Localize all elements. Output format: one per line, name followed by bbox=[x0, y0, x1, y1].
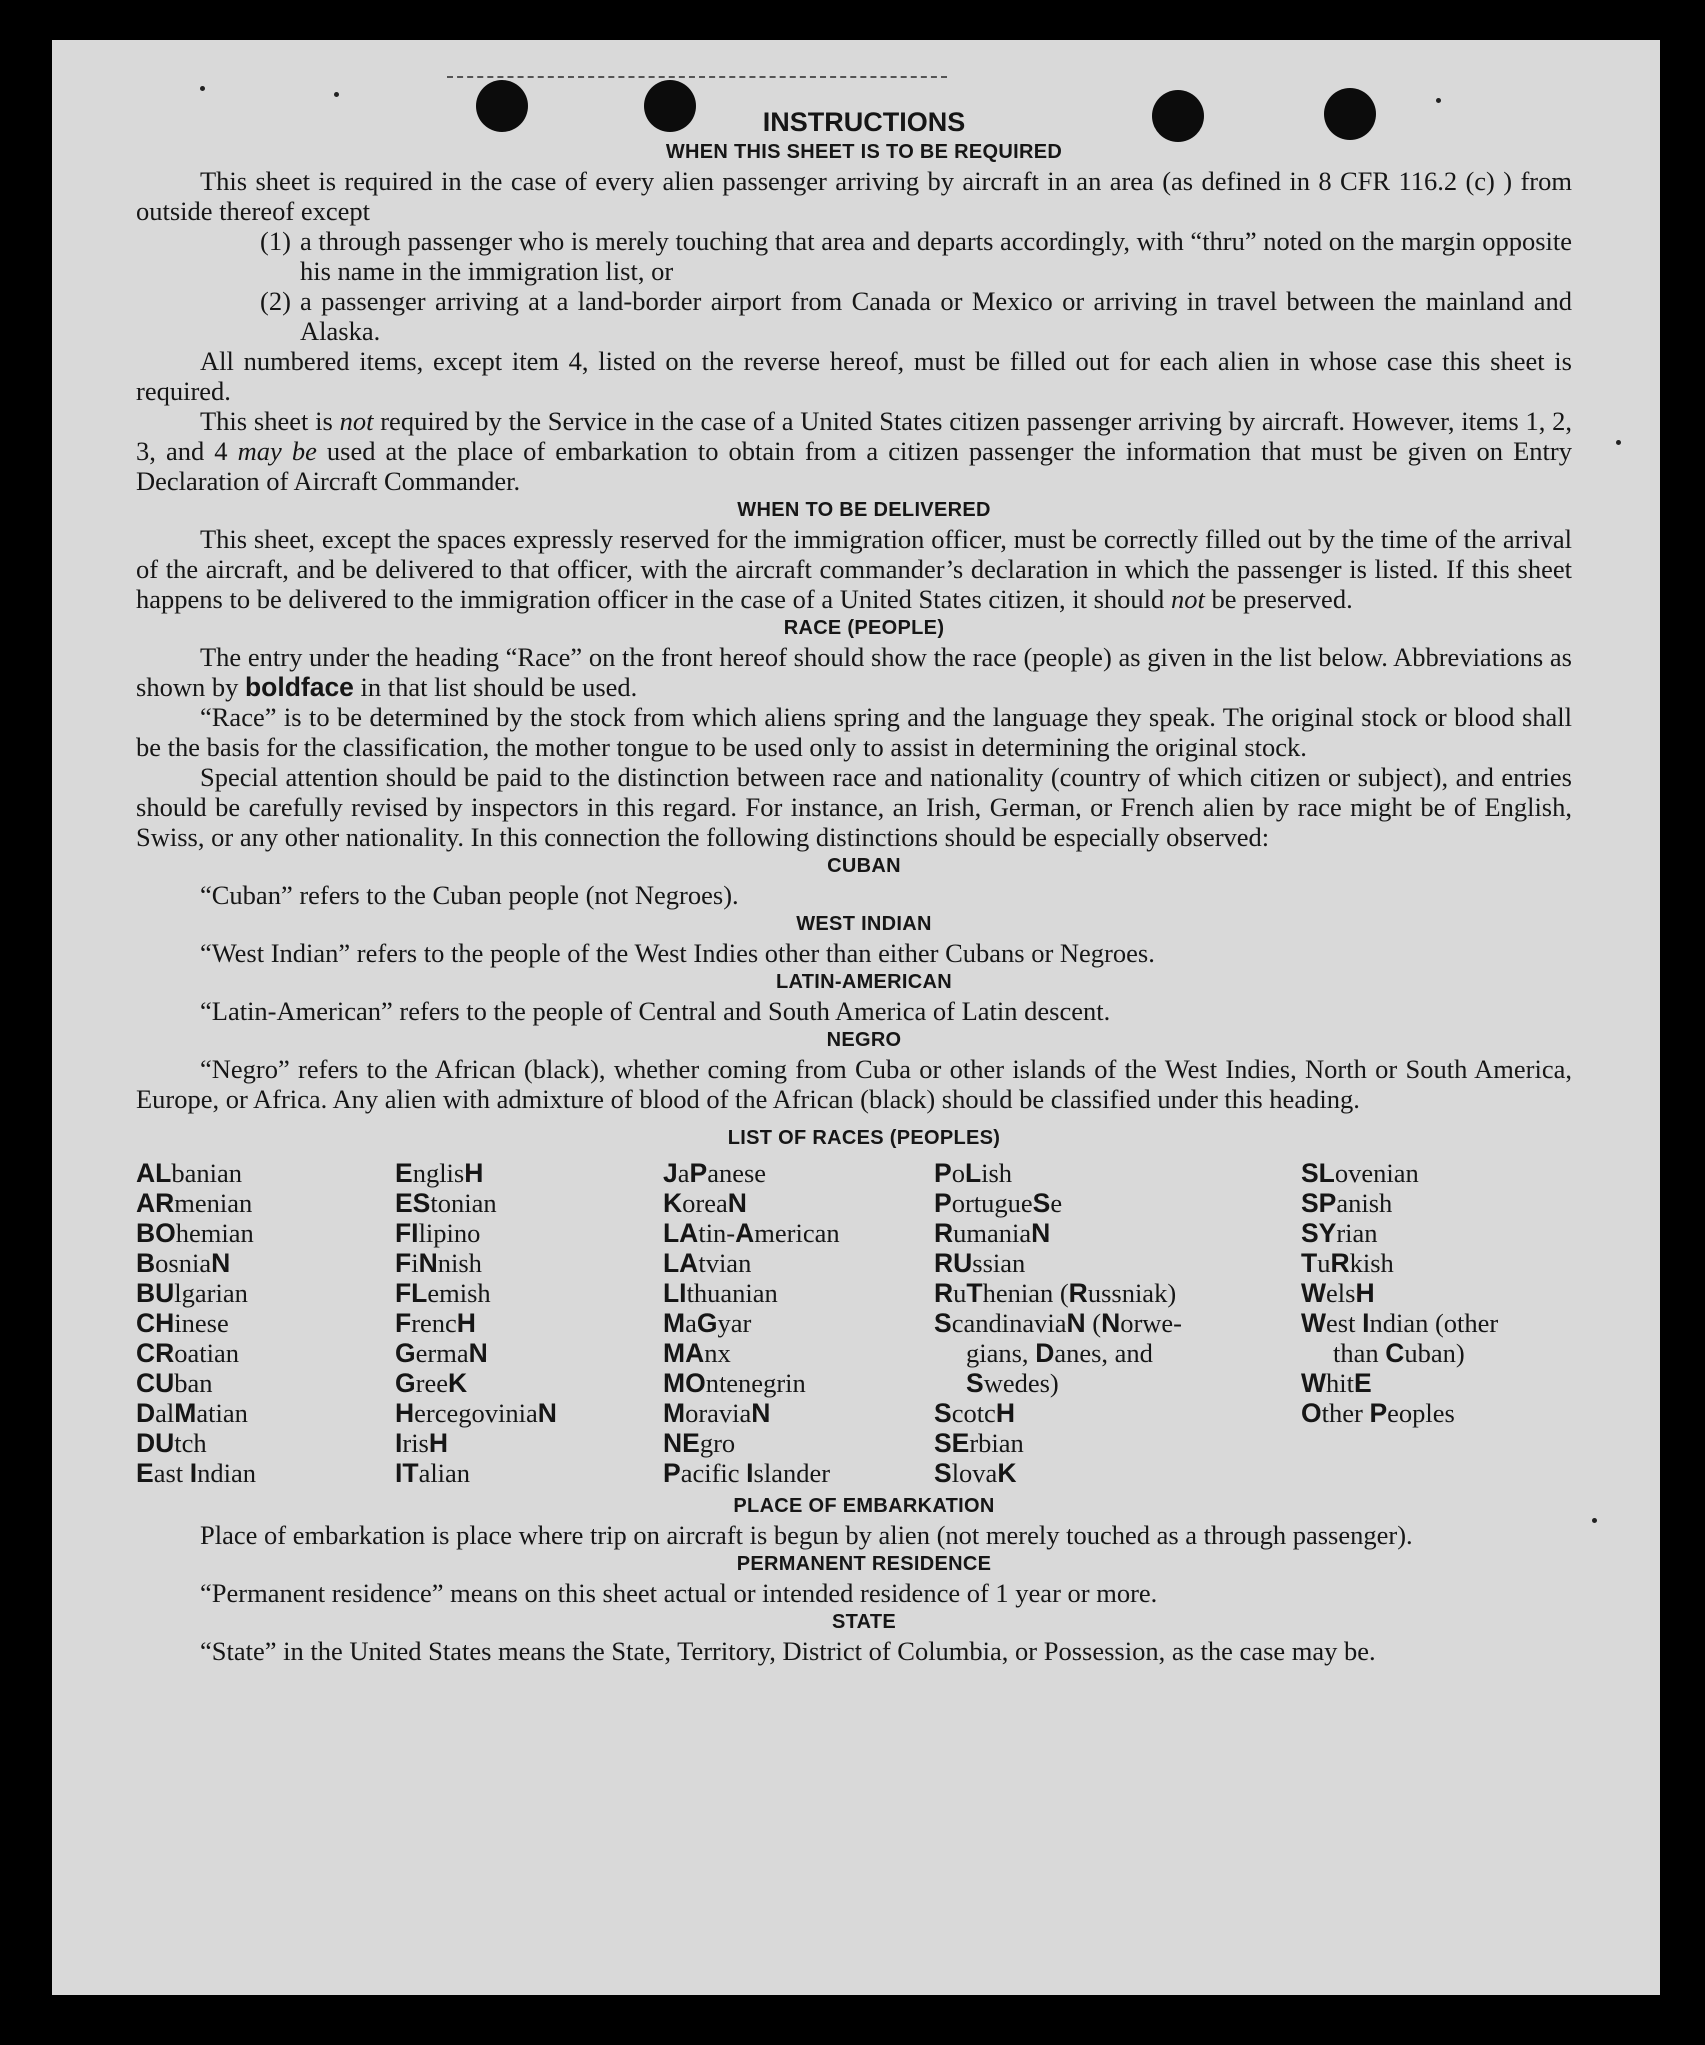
race-item: NEgro bbox=[663, 1428, 736, 1458]
races-list bbox=[136, 1158, 1572, 1488]
race-item: WelsH bbox=[1301, 1278, 1375, 1308]
paragraph: Place of embarkation is place where trip on aircraft is begun by alien (not merely touched as a through passenger). bbox=[200, 1520, 1413, 1550]
race-item: PoLish bbox=[934, 1158, 1013, 1188]
section-heading-west-indian: WEST INDIAN bbox=[796, 913, 932, 935]
race-item: West Indian (other bbox=[1301, 1308, 1499, 1338]
race-item: ALbanian bbox=[136, 1158, 242, 1188]
race-item: MOntenegrin bbox=[663, 1368, 806, 1398]
races-column bbox=[663, 1158, 934, 1488]
race-item: LIthuanian bbox=[663, 1278, 778, 1308]
race-item: EStonian bbox=[395, 1188, 497, 1218]
race-item: Pacific Islander bbox=[663, 1458, 831, 1488]
section-heading-races: LIST OF RACES (PEOPLES) bbox=[727, 1127, 1001, 1149]
section-heading-residence: PERMANENT RESIDENCE bbox=[736, 1553, 992, 1575]
race-item: KoreaN bbox=[663, 1188, 747, 1218]
speck bbox=[334, 92, 339, 97]
race-item: ScandinaviaN (Norwe- bbox=[934, 1308, 1183, 1338]
races-column bbox=[136, 1158, 395, 1488]
race-item: SlovaK bbox=[934, 1458, 1017, 1488]
paragraph: “Negro” refers to the African (black), whether coming from Cuba or other islands of the West Indies, North or South America, Europe, or Africa. Any alien with admixture of blood of the African (black) should be classified under this heading. bbox=[136, 1054, 1572, 1114]
section-heading-state: STATE bbox=[831, 1611, 897, 1633]
race-item: ScotcH bbox=[934, 1398, 1015, 1428]
section-heading-embarkation: PLACE OF EMBARKATION bbox=[733, 1495, 995, 1517]
paragraph: “Permanent residence” means on this sheet actual or intended residence of 1 year or more. bbox=[200, 1578, 1158, 1608]
race-item: East Indian bbox=[136, 1458, 256, 1488]
race-item: PortugueSe bbox=[934, 1188, 1063, 1218]
race-item: ARmenian bbox=[136, 1188, 253, 1218]
race-item: SErbian bbox=[934, 1428, 1024, 1458]
race-item: RUssian bbox=[934, 1248, 1026, 1278]
race-item: MAnx bbox=[663, 1338, 731, 1368]
list-item: (2) a passenger arriving at a land-border airport from Canada or Mexico or arriving in travel between the mainland and Alaska. bbox=[260, 286, 1572, 346]
paragraph: This sheet, except the spaces expressly reserved for the immigration officer, must be correctly filled out by the time of the arrival of the aircraft, and be delivered to that officer, with the aircraft commander’s declaration in which the passenger is listed. If this sheet happens to be delivered to the immigration officer in the case of a United States citizen, it should not be preserved. bbox=[136, 524, 1572, 614]
race-item: SYrian bbox=[1301, 1218, 1378, 1248]
race-item: MaGyar bbox=[663, 1308, 752, 1338]
race-item: CUban bbox=[136, 1368, 213, 1398]
race-item: ITalian bbox=[395, 1458, 471, 1488]
races-column bbox=[934, 1158, 1301, 1488]
paragraph: Special attention should be paid to the distinction between race and nationality (country of which citizen or subject), and entries should be carefully revised by inspectors in this regard. For instance, an Irish, German, or French alien by race might be of English, Swiss, or any other nationality. In this connection the following distinctions should be especially observed: bbox=[136, 762, 1572, 852]
document-sheet bbox=[52, 40, 1660, 1995]
race-item: IrisH bbox=[395, 1428, 449, 1458]
race-item: Swedes) bbox=[966, 1368, 1059, 1398]
speck bbox=[1592, 1518, 1597, 1523]
list-item: (1) a through passenger who is merely touching that area and departs accordingly, with “thru” noted on the margin opposite his name in the immigration list, or bbox=[260, 226, 1572, 286]
race-item: MoraviaN bbox=[663, 1398, 771, 1428]
paragraph: This sheet is not required by the Service in the case of a United States citizen passenger arriving by aircraft. However, items 1, 2, 3, and 4 may be used at the place of embarkation to obtain from a citizen passenger the information that must be given on Entry Declaration of Aircraft Commander. bbox=[136, 406, 1572, 496]
race-item: JaPanese bbox=[663, 1158, 767, 1188]
section-heading-required: WHEN THIS SHEET IS TO BE REQUIRED bbox=[665, 141, 1063, 163]
race-item: BOhemian bbox=[136, 1218, 254, 1248]
race-item: EnglisH bbox=[395, 1158, 484, 1188]
speck bbox=[200, 86, 205, 91]
paragraph: “Latin-American” refers to the people of Central and South America of Latin descent. bbox=[200, 996, 1111, 1026]
race-item: than Cuban) bbox=[1333, 1338, 1465, 1368]
race-item: WhitE bbox=[1301, 1368, 1372, 1398]
paragraph: “State” in the United States means the State, Territory, District of Columbia, or Possession, as the case may be. bbox=[200, 1636, 1376, 1666]
race-item: HercegoviniaN bbox=[395, 1398, 557, 1428]
race-item: SLovenian bbox=[1301, 1158, 1419, 1188]
section-heading-negro: NEGRO bbox=[826, 1029, 902, 1051]
race-item: SPanish bbox=[1301, 1188, 1393, 1218]
race-item: DalMatian bbox=[136, 1398, 248, 1428]
section-heading-latin-american: LATIN-AMERICAN bbox=[775, 971, 953, 993]
race-item: GreeK bbox=[395, 1368, 468, 1398]
paragraph: This sheet is required in the case of every alien passenger arriving by aircraft in an area (as defined in 8 CFR 116.2 (c) ) from outside thereof except bbox=[136, 166, 1572, 226]
races-column bbox=[395, 1158, 663, 1488]
paragraph: “Cuban” refers to the Cuban people (not Negroes). bbox=[200, 880, 739, 910]
race-item: CHinese bbox=[136, 1308, 229, 1338]
torn-edge bbox=[447, 46, 947, 78]
race-item: BUlgarian bbox=[136, 1278, 248, 1308]
race-item: gians, Danes, and bbox=[966, 1338, 1153, 1368]
paragraph: The entry under the heading “Race” on the front hereof should show the race (people) as given in the list below. Abbreviations as shown by boldface in that list should be used. bbox=[136, 642, 1572, 702]
race-item: FLemish bbox=[395, 1278, 491, 1308]
section-heading-cuban: CUBAN bbox=[827, 855, 901, 877]
speck bbox=[1616, 440, 1621, 445]
race-item: LAtin-American bbox=[663, 1218, 840, 1248]
race-item: FiNnish bbox=[395, 1248, 482, 1278]
paragraph: “West Indian” refers to the people of the West Indies other than either Cubans or Negroes. bbox=[200, 938, 1155, 968]
races-column bbox=[1301, 1158, 1572, 1488]
speck bbox=[1436, 98, 1441, 103]
race-item: LAtvian bbox=[663, 1248, 752, 1278]
instructions-body bbox=[136, 106, 1572, 1666]
paragraph: “Race” is to be determined by the stock from which aliens spring and the language they speak. The original stock or blood shall be the basis for the classification, the mother tongue to be used only to assist in determining the original stock. bbox=[136, 702, 1572, 762]
race-item: DUtch bbox=[136, 1428, 207, 1458]
race-item: TuRkish bbox=[1301, 1248, 1394, 1278]
paragraph: All numbered items, except item 4, listed on the reverse hereof, must be filled out for each alien in whose case this sheet is required. bbox=[136, 346, 1572, 406]
race-item: RuThenian (Russniak) bbox=[934, 1278, 1177, 1308]
race-item: RumaniaN bbox=[934, 1218, 1051, 1248]
race-item: Other Peoples bbox=[1301, 1398, 1455, 1428]
section-heading-delivered: WHEN TO BE DELIVERED bbox=[737, 499, 991, 521]
race-item: CRoatian bbox=[136, 1338, 240, 1368]
race-item: FIlipino bbox=[395, 1218, 481, 1248]
section-heading-race: RACE (PEOPLE) bbox=[783, 617, 945, 639]
page-title: INSTRUCTIONS bbox=[762, 107, 966, 137]
race-item: GermaN bbox=[395, 1338, 488, 1368]
race-item: FrencH bbox=[395, 1308, 476, 1338]
race-item: BosniaN bbox=[136, 1248, 231, 1278]
